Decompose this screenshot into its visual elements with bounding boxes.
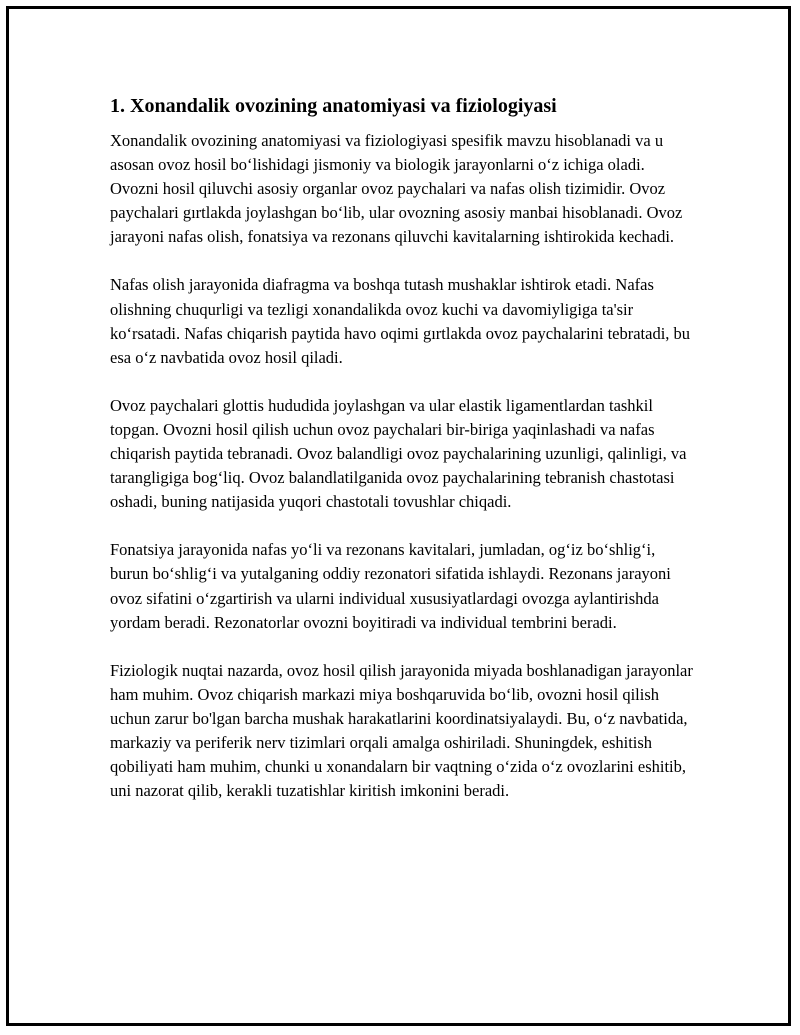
paragraph-physiology: Fiziologik nuqtai nazarda, ovoz hosil qilish jarayonida miyada boshlanadigan jarayonlar ham muhim. Ovoz chiqarish markazi miya boshqaruvida boʻlib, ovozni hosil qilish uchun zarur bo'lgan barcha mushak harakatlarini koordinatsiyalaydi. Bu, oʻz navbatida, markaziy va periferik nerv tizimlari orqali amalga oshiriladi. Shuningdek, eshitish qobiliyati ham muhim, chunki u xonandalarn bir vaqtning oʻzida oʻz ovozlarini eshitib, uni nazorat qilib, kerakli tuzatishlar kiritish imkonini beradi. (110, 660, 693, 801)
paragraph-vocal-folds: Ovoz paychalari glottis hududida joylashgan va ular elastik ligamentlardan tashkil topgan. Ovozni hosil qilish uchun ovoz paychalari bir-biriga yaqinlashadi va nafas chiqarish paytida tebranadi. Ovoz balandligi ovoz paychalarining uzunligi, qalinligi, va tarangligiga bogʻliq. Ovoz balandlatilganida ovoz paychalarining tebranish chastotasi oshadi, buning natijasida yuqori chastotali tovushlar chiqadi. (110, 395, 687, 512)
paragraph-anatomy-intro: Xonandalik ovozining anatomiyasi va fiziologiyasi spesifik mavzu hisoblanadi va u asosan ovoz hosil boʻlishidagi jismoniy va biologik jarayonlarni oʻz ichiga oladi. Ovozni hosil qiluvchi asosiy organlar ovoz paychalari va nafas olish tizimidir. Ovoz paychalari gırtlakda joylashgan boʻlib, ular ovozning asosiy manbai hisoblanadi. Ovoz jarayoni nafas olish, fonatsiya va rezonans qiluvchi kavitalarning ishtirokida kechadi. (110, 131, 683, 247)
paragraph-phonation-resonance: Fonatsiya jarayonida nafas yoʻli va rezonans kavitalari, jumladan, ogʻiz boʻshligʻi, burun boʻshligʻi va yutalganing oddiy rezonatori sifatida ishlaydi. Rezonans jarayoni ovoz sifatini oʻzgartirish va ularni individual xususiyatlardagi ovozga aylantirishda yordam beradi. Rezonatorlar ovozni boyitiradi va individual tembrini beradi. (110, 540, 671, 632)
document-body (110, 91, 695, 827)
document-title: 1. Xonandalik ovozining anatomiyasi va fiziologiyasi (110, 95, 557, 117)
paragraph-breathing: Nafas olish jarayonida diafragma va boshqa tutash mushaklar ishtirok etadi. Nafas olishning chuqurligi va tezligi xonandalikda ovoz kuchi va davomiyligiga ta'sir koʻrsatadi. Nafas chiqarish paytida havo oqimi gırtlakda ovoz paychalarini tebratadi, bu esa oʻz navbatida ovoz hosil qiladi. (110, 275, 691, 367)
